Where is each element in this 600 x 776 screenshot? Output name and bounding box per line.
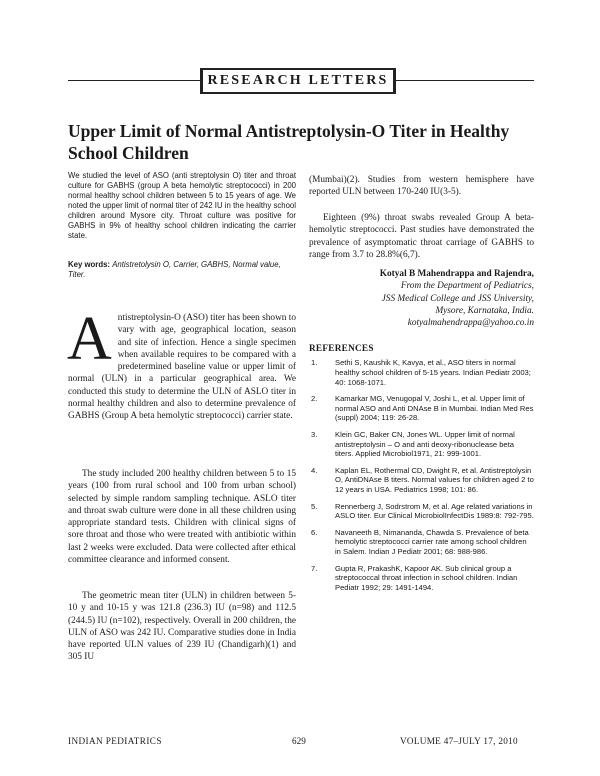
author-location: Mysore, Karnataka, India. [435,305,534,316]
author-email: kotyalmahendrappa@yahoo.co.in [407,318,534,329]
keywords-list: Antistretolysin O, Carrier, GABHS, Normal value, Titer. [68,260,281,279]
reference-item: 6. Navaneeth B, Nimananda, Chawda S. Prevalence of beta hemolytic streptococci carrier rate among school children in Salem. Indian J Pediatr 2001; 68: 988-986. [311,527,529,557]
footer-volume: VOLUME 47–JULY 17, 2010 [400,736,518,746]
author-signature [309,268,534,329]
intro-paragraph [67,305,296,423]
footer-journal: INDIAN PEDIATRICS [68,736,162,746]
reference-item: 5. Rennerberg J, Sodrstrom M, et al. Age related variations in ASLO titer. Eur Clinical MicrobiolInfectDis 1989:8: 792-795. [311,501,534,521]
intro-text: ntistreptolysin-O (ASO) titer has been shown to vary with age, geographical location, season and site of infection. Hence a single specimen when available requires to be compared with a predetermined baseline value or upper limit of normal (ULN) in a particular geographical area. We conducted this study to determine the ULN of ASLO titer in normal healthy children and also to determine prevalence of GABHS (Group A beta hemolytic streptococci) carrier state. [68,313,296,422]
keywords-label: Key words: [68,260,111,269]
drop-cap: A [67,305,112,373]
header-rule-left [68,80,200,81]
reference-item: 2. Kamarkar MG, Venugopal V, Joshi L, et al. Upper limit of normal ASO and Anti DNAse B in Mumbai. Indian Med Res (suppl) 2004; 119: 26-28. [311,393,534,423]
footer-page-number: 629 [292,736,306,746]
article-title: Upper Limit of Normal Antistreptolysin-O Titer in Healthy School Children [68,121,510,163]
reference-item: 7. Gupta R, PrakashK, Kapoor AK. Sub clinical group a streptococcal throat infection in school children. Indian Pediatr 1992; 29: 1491-1494. [311,563,518,593]
author-names: Kotyal B Mahendrappa and Rajendra, [379,269,534,279]
references-list [309,358,534,599]
reference-item: 4. Kaplan EL, Rothermal CD, Dwight R, et al. Antistreptolysin O, AntiDNAse B titers. Normal values for children aged 2 to 12 years in USA. Pediatrics 1998; 101: 86. [311,465,534,495]
section-label: RESEARCH LETTERS [207,73,389,88]
section-banner [200,68,396,94]
author-department: From the Department of Pediatrics, [400,281,534,292]
reference-item: 3. Klein GC, Baker CN, Jones WL. Upper limit of normal antistreptolysin – O and anti deoxy-ribonuclease beta titers. Applied Microbiol1971, 21: 999-1001. [311,429,515,459]
carrier-paragraph: Eighteen (9%) throat swabs revealed Group A beta-hemolytic streptococci. Past studies have demonstrated the prevalence of asymptomatic throat carriage of GABHS to range from 3.7 to 28.8%(6,7). [309,213,534,260]
author-college: JSS Medical College and JSS University, [381,293,534,304]
results-paragraph: The geometric mean titer (ULN) in children between 5-10 y and 10-15 y was 121.8 (236.3) IU (n=98) and 112.5 (244.5) IU (n=102), respectively. Overall in 200 children, the ULN of ASO was 242 IU. Comparative studies done in India have reported ULN values of 239 IU (Chandigarh)(1) and 305 IU [68,591,296,663]
header-rule-right [396,80,534,81]
methods-paragraph: The study included 200 healthy children between 5 to 15 years (100 from rural school and 100 from urban school) selected by simple random sampling technique. ASLO titer and throat swab culture were done in all these children using appropriate standard tests. Children with clinical signs of sore throat and those who were treated with antibiotic within last 2 weeks were excluded. Data were collected after ethical committee clearance and informed consent. [68,469,296,566]
reference-item: 1. Sethi S, Kaushik K, Kavya, et al., ASO titers in normal healthy school children of 5-15 years. Indian Pediatr 2003; 40: 1068-1071. [311,358,531,387]
references-heading: REFERENCES [309,343,374,353]
abstract: We studied the level of ASO (anti streptolysin O) titer and throat culture for GABHS (group A beta hemolytic streptococci) in 200 normal healthy school children between 5 to 15 years of age. We noted the upper limit of normal titer of 242 IU in the healthy school children around Mysore city. Throat culture was positive for GABHS in 9% of healthy school children indicating the carrier state. [68,171,296,240]
results-continued-paragraph: (Mumbai)(2). Studies from western hemisphere have reported ULN between 170-240 IU(3-5). [309,175,534,198]
keywords [68,260,296,280]
